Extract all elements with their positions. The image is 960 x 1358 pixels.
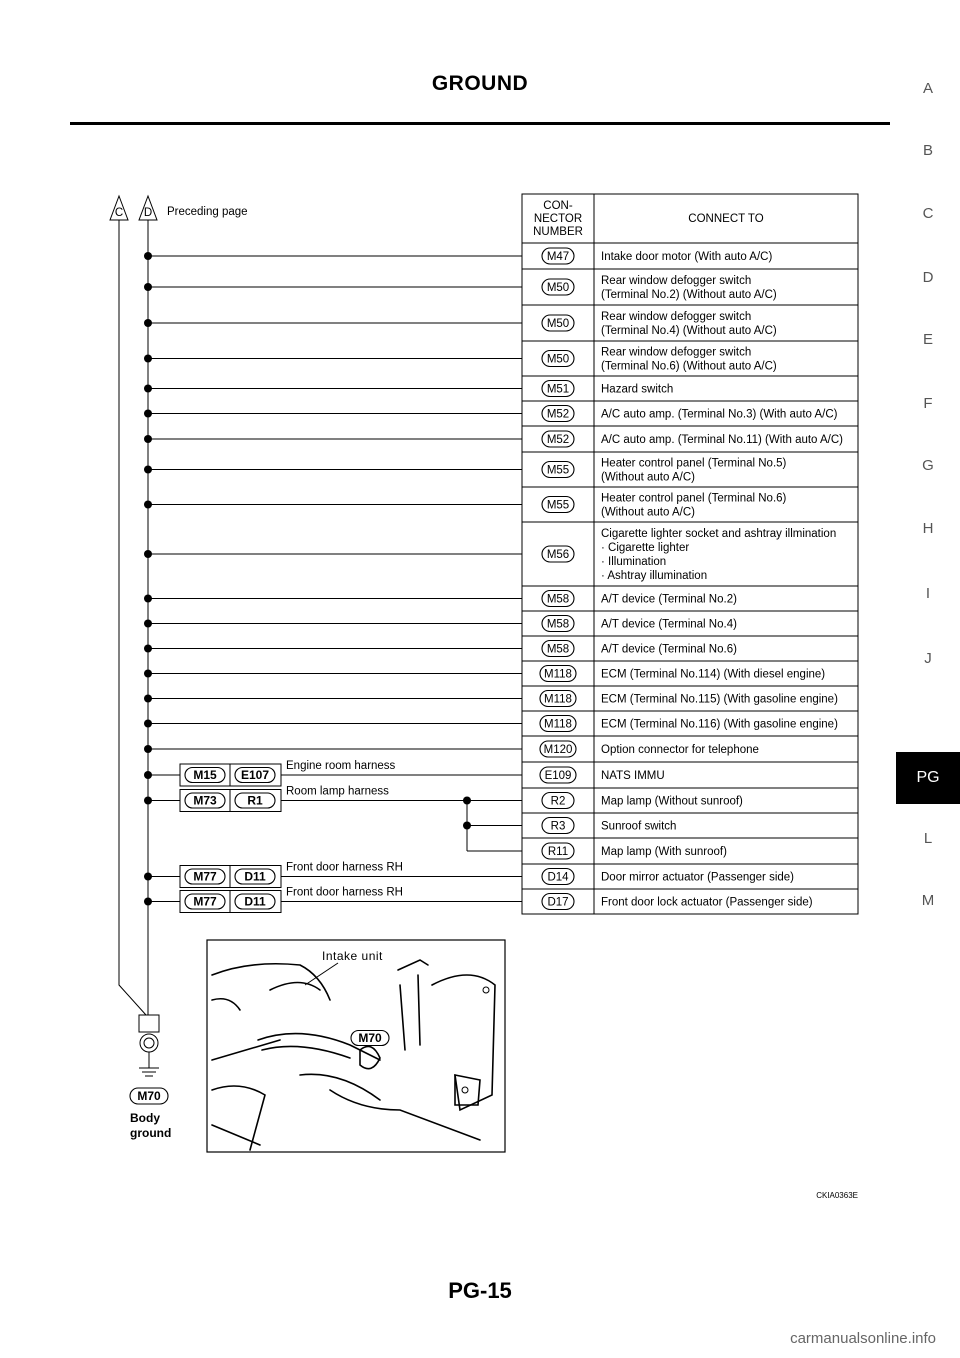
connector-id-d17: D17 (547, 896, 569, 909)
connector-id-m118: M118 (544, 668, 572, 681)
harness-connector-m15: M15 (193, 768, 217, 782)
section-tab-h[interactable]: H (922, 520, 934, 537)
connect-to-text: Heater control panel (Terminal No.6) (601, 492, 787, 505)
harness-connector-m77: M77 (193, 894, 217, 909)
connector-id-r3: R3 (550, 820, 566, 833)
connect-to-text: Sunroof switch (601, 820, 677, 833)
harness-connector-m73: M73 (193, 793, 217, 808)
connect-to-text: (Terminal No.4) (Without auto A/C) (601, 325, 777, 337)
connect-to-text: Rear window defogger switch (601, 275, 752, 287)
connect-to-text: Rear window defogger switch (601, 311, 752, 323)
connect-to-text: Map lamp (With sunroof) (601, 846, 727, 858)
connector-id-m58: M58 (546, 643, 570, 656)
harness-connector-r1: R1 (247, 793, 263, 808)
connect-to-text: · Ashtray illumination (601, 570, 708, 582)
connector-id-m58: M58 (546, 593, 570, 606)
connector-id-m52: M52 (546, 408, 570, 421)
ground-label-line2: ground (130, 1126, 172, 1140)
connect-to-text: NATS IMMU (601, 770, 665, 782)
connect-to-text: (Without auto A/C) (601, 506, 695, 519)
connector-id-m118: M118 (544, 693, 572, 706)
harness-name: Front door harness RH (286, 886, 403, 899)
section-tab-f[interactable]: F (923, 395, 933, 412)
connector-id-m50: M50 (546, 282, 570, 294)
connector-id-r2: R2 (550, 795, 566, 808)
connect-to-text: A/T device (Terminal No.4) (601, 618, 737, 631)
connect-to-text: Hazard switch (601, 383, 674, 396)
connector-number-header-line: CON- (543, 200, 573, 212)
connector-number-header-line: NUMBER (533, 226, 583, 238)
page-link-d-label: D (143, 207, 153, 219)
inset-title: Intake unit (322, 949, 383, 963)
ground-terminal-box (139, 1015, 159, 1032)
connect-to-text: · Cigarette lighter (601, 542, 690, 554)
connect-to-text: A/C auto amp. (Terminal No.3) (With auto A/C) (601, 408, 838, 421)
connector-id-m50: M50 (546, 318, 570, 330)
watermark-text: carmanualsonline.info (790, 1330, 936, 1347)
connect-to-text: Map lamp (Without sunroof) (601, 795, 743, 808)
preceding-page-label: Preceding page (167, 206, 248, 218)
connector-id-m52: M52 (546, 434, 570, 446)
ground-connector-m70: M70 (137, 1089, 161, 1103)
connect-to-text: (Without auto A/C) (601, 471, 695, 484)
harness-connector-e107: E107 (240, 768, 270, 782)
section-tab-c[interactable]: C (922, 205, 934, 222)
connect-to-text: Door mirror actuator (Passenger side) (601, 871, 795, 884)
connect-to-text: Cigarette lighter socket and ashtray illmination (601, 528, 837, 540)
connect-to-text: (Terminal No.2) (Without auto A/C) (601, 289, 777, 301)
connector-id-m56: M56 (546, 549, 570, 561)
section-tab-e[interactable]: E (922, 331, 933, 348)
section-tab-a[interactable]: A (922, 80, 933, 97)
ground-label-line1: Body (130, 1111, 160, 1125)
connector-id-m58: M58 (546, 618, 570, 631)
harness-name: Room lamp harness (286, 785, 389, 798)
page-link-c-label: C (114, 207, 124, 219)
connector-id-m50: M50 (546, 353, 570, 366)
connect-to-text: A/T device (Terminal No.2) (601, 593, 737, 606)
connector-id-m118: M118 (544, 718, 572, 731)
page-title: GROUND (431, 72, 529, 95)
section-tab-b[interactable]: B (922, 142, 933, 159)
connect-to-text: A/T device (Terminal No.6) (601, 643, 737, 656)
connect-to-header: CONNECT TO (688, 213, 764, 225)
inset-connector-m70: M70 (358, 1031, 382, 1045)
connector-id-r11: R11 (547, 846, 569, 858)
section-tab-d[interactable]: D (922, 269, 934, 286)
figure-code: CKIA0363E (816, 1191, 858, 1200)
section-tab-i[interactable]: I (925, 585, 931, 602)
harness-connector-d11: D11 (244, 869, 266, 884)
connect-to-text: Front door lock actuator (Passenger side) (601, 896, 813, 909)
harness-name: Engine room harness (286, 760, 396, 772)
connector-number-header-line: NECTOR (533, 213, 583, 225)
connector-id-m51: M51 (546, 383, 570, 396)
connect-to-text: · Illumination (601, 556, 667, 568)
connect-to-text: Option connector for telephone (601, 744, 759, 756)
connector-id-e109: E109 (544, 770, 572, 782)
connect-to-text: Intake door motor (With auto A/C) (601, 251, 773, 263)
section-tab-j[interactable]: J (924, 650, 932, 667)
section-tab-l[interactable]: L (923, 830, 933, 847)
connector-id-d14: D14 (547, 871, 569, 884)
page-number: PG-15 (448, 1278, 512, 1303)
harness-connector-d11: D11 (244, 894, 266, 909)
connect-to-text: A/C auto amp. (Terminal No.11) (With auto A/C) (601, 434, 844, 446)
harness-connector-m77: M77 (193, 869, 217, 884)
connect-to-text: Heater control panel (Terminal No.5) (601, 457, 787, 470)
harness-name: Front door harness RH (286, 861, 403, 874)
connector-id-m55: M55 (546, 499, 570, 512)
ground-bus-c (119, 220, 146, 1015)
ground-terminal-bolt (144, 1038, 154, 1048)
connector-id-m47: M47 (546, 251, 570, 263)
connect-to-text: Rear window defogger switch (601, 346, 752, 359)
section-tab-m[interactable]: M (921, 892, 935, 909)
section-tab-pg[interactable]: PG (896, 752, 960, 804)
connect-to-text: (Terminal No.6) (Without auto A/C) (601, 360, 777, 373)
connector-id-m55: M55 (546, 464, 570, 477)
connect-to-text: ECM (Terminal No.115) (With gasoline engine) (601, 693, 838, 706)
connect-to-text: ECM (Terminal No.116) (With gasoline engine) (601, 718, 838, 731)
connect-to-text: ECM (Terminal No.114) (With diesel engine) (601, 668, 826, 681)
connector-id-m120: M120 (543, 744, 573, 756)
section-tab-g[interactable]: G (922, 457, 934, 474)
inset-frame (207, 940, 505, 1152)
